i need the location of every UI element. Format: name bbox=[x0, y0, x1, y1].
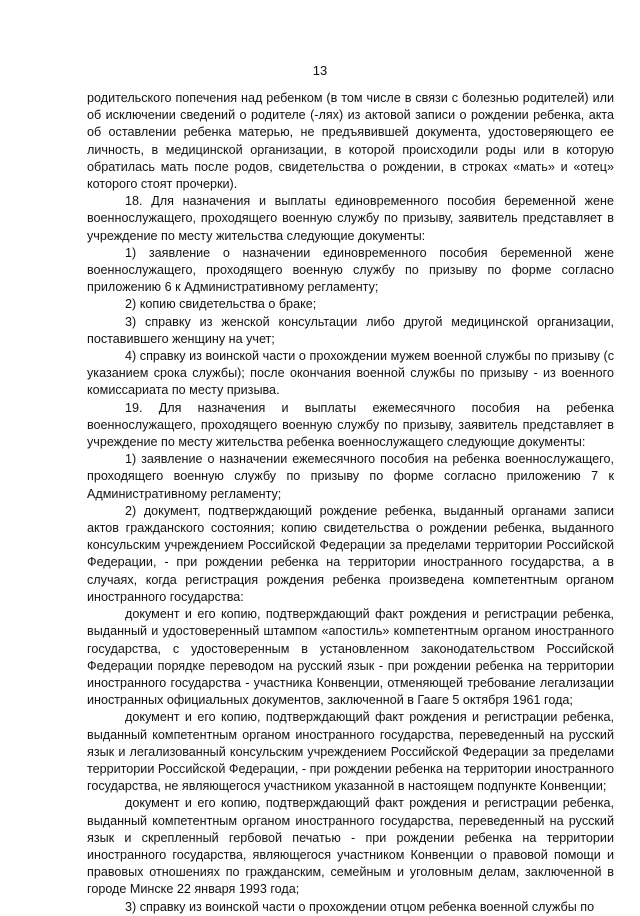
list-item: 1) заявление о назначении единовременного пособия беременной жене военнослужащего, проходящего военную службу по призыву по форме согласно приложению 6 к Административному регламенту; bbox=[87, 245, 614, 295]
sub-item: документ и его копию, подтверждающий факт рождения и регистрации ребенка, выданный компетентным органом иностранного государства, переведенный на русский язык и легализованный консульским учреждением Российской Федерации за пределами территории Российской Федерации, - при рождении ребенка на территории иностранного государства, не являющегося участником указанной в настоящем подпункте Конвенции; bbox=[87, 710, 614, 794]
list-item: 4) справку из воинской части о прохождении мужем военной службы по призыву (с указанием срока службы); после окончания военной службы по призыву - из военного комиссариата по месту призыва. bbox=[87, 349, 614, 398]
sub-item: документ и его копию, подтверждающий факт рождения и регистрации ребенка, выданный компетентным органом иностранного государства, переведенный на русский язык и скрепленный гербовой печатью - при рождении ребенка на территории иностранного государства, являющегося участником Конвенции о правовой помощи и правовых отношениях по гражданским, семейным и уголовным делам, заключенной в городе Минске 22 января 1993 года; bbox=[87, 796, 614, 897]
paragraph: родительского попечения над ребенком (в том числе в связи с болезнью родителей) или об исключении сведений о родителе (-лях) из актовой записи о рождении ребенка, акта об оставлении ребенка матерью, не предъявившей документа, удостоверяющего ее личность, в медицинской организации, в которой происходили роды или в которую обратилась мать после родов, свидетельства о рождении, в строках «мать» и «отец» которого стоят прочерки). bbox=[87, 91, 614, 192]
page-number: 13 bbox=[312, 63, 328, 78]
paragraph: 19. Для назначения и выплаты ежемесячного пособия на ребенка военнослужащего, проходящего военную службу по призыву, заявитель представляет в учреждение по месту жительства ребенка военнослужащего следующие документы: bbox=[87, 400, 614, 450]
list-item: 3) справку из воинской части о прохождении отцом ребенка военной службы по bbox=[125, 899, 595, 914]
list-item: 3) справку из женской консультации либо другой медицинской организации, поставившего женщину на учет; bbox=[87, 314, 614, 346]
paragraph: 18. Для назначения и выплаты единовременного пособия беременной жене военнослужащего, проходящего военную службу по призыву, заявитель представляет в учреждение по месту жительства следующие документы: bbox=[87, 194, 614, 243]
sub-item: документ и его копию, подтверждающий факт рождения и регистрации ребенка, выданный и удостоверенный штампом «апостиль» компетентным органом иностранного государства, с удостоверенным в установленном законодательством Российской Федерации порядке переводом на русский язык - при рождении ребенка на территории иностранного государства - участника Конвенции, отменяющей требование легализации иностранных официальных документов, заключенной в Гааге 5 октября 1961 года; bbox=[87, 607, 614, 708]
list-item: 2) документ, подтверждающий рождение ребенка, выданный органами записи актов гражданского состояния; копию свидетельства о рождении ребенка, выданного консульским учреждением Российской Федерации за пределами территории Российской Федерации, - при рождении ребенка на территории иностранного государства, а в случаях, когда регистрация рождения ребенка произведена компетентным органом иностранного государства: bbox=[87, 503, 614, 604]
list-item: 1) заявление о назначении ежемесячного пособия на ребенка военнослужащего, проходящего военную службу по призыву по форме согласно приложению 7 к Административному регламенту; bbox=[87, 452, 614, 501]
list-item: 2) копию свидетельства о браке; bbox=[125, 297, 317, 312]
document-body bbox=[87, 90, 614, 916]
